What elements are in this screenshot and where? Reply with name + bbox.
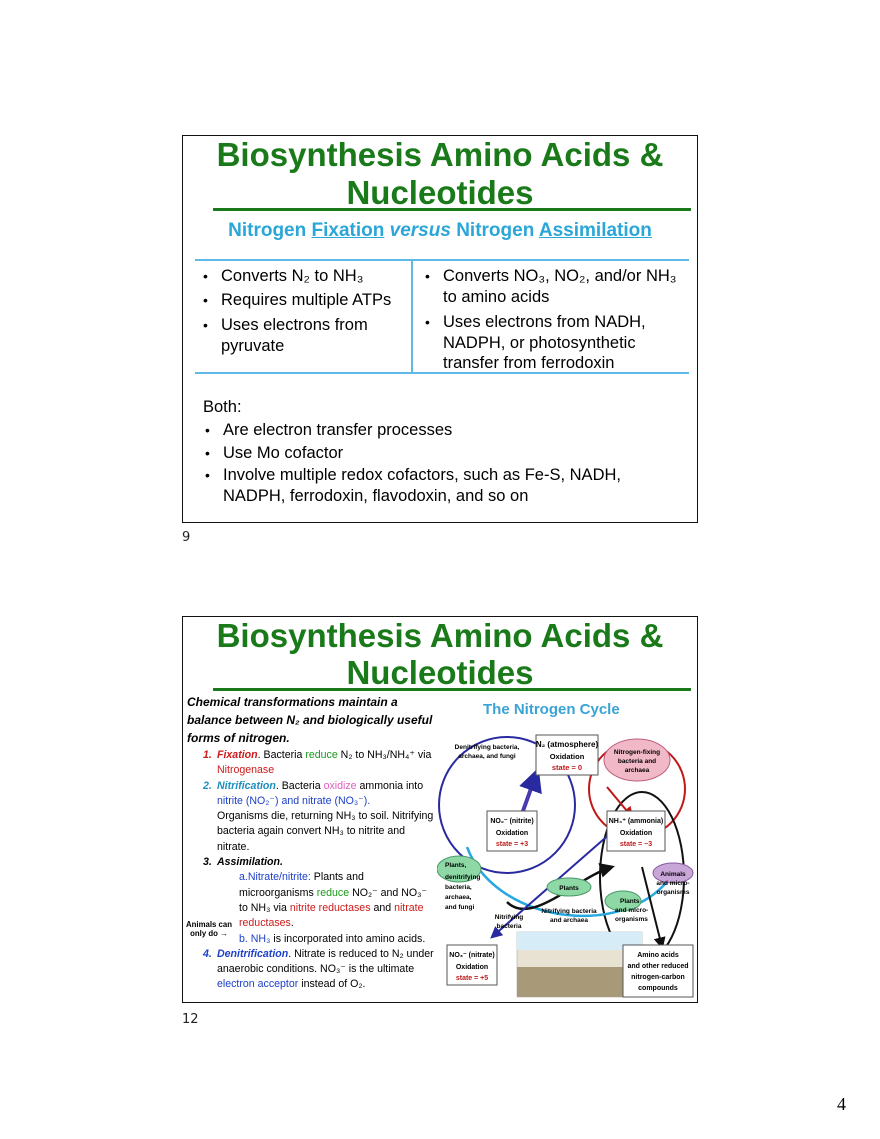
keyword-reduce: reduce bbox=[316, 886, 350, 899]
organism-label: Animals bbox=[660, 871, 686, 878]
step-text: . bbox=[290, 917, 294, 930]
organism-label: Denitrifying bacteria, bbox=[454, 744, 520, 751]
nitrogen-cycle-title: The Nitrogen Cycle bbox=[483, 701, 620, 718]
organism-label: and micro- bbox=[656, 880, 690, 887]
keyword-reduce: reduce bbox=[305, 749, 338, 761]
step-text: Plants and microorganisms bbox=[239, 871, 364, 899]
substep-label: b. NH₃ bbox=[239, 932, 271, 945]
ammonia-label: NH₄⁺ (ammonia) bbox=[608, 818, 664, 825]
list-item: • Use Mo cofactor bbox=[203, 443, 673, 464]
product-names: nitrite (NO₂⁻) and nitrate (NO₃⁻). bbox=[217, 794, 371, 807]
title-underline bbox=[213, 208, 691, 211]
step-text: . Bacteria bbox=[257, 749, 306, 761]
amino-label: compounds bbox=[638, 985, 678, 992]
oxidation-state: state = −3 bbox=[619, 841, 653, 848]
list-item: • Are electron transfer processes bbox=[203, 420, 673, 441]
keyword-electron-acceptor: electron acceptor bbox=[217, 978, 299, 991]
step-fixation bbox=[187, 748, 437, 779]
organism-label: Nitrifying bacteria bbox=[541, 908, 597, 915]
fixation-list bbox=[201, 266, 401, 356]
organism-label: Nitrifying bbox=[494, 914, 524, 921]
keyword-oxidize: oxidize bbox=[323, 779, 357, 792]
step-number: 3. bbox=[203, 856, 212, 869]
list-item: • Involve multiple redox cofactors, such as Fe-S, NADH, NADPH, ferrodoxin, flavodoxin, and so on bbox=[203, 465, 673, 506]
both-list bbox=[203, 420, 673, 506]
step-number: 4. bbox=[203, 947, 212, 960]
step-name: Nitrification bbox=[217, 779, 276, 792]
oxidation-state: state = 0 bbox=[551, 763, 583, 772]
oxidation-label: Oxidation bbox=[619, 830, 653, 837]
organism-label: organisms bbox=[656, 889, 690, 896]
assimilation-list bbox=[423, 266, 683, 374]
step-text: N₂ to NH₃/NH₄⁺ via bbox=[337, 749, 432, 761]
organism-label: bacteria bbox=[496, 923, 522, 930]
amino-label: and other reduced bbox=[627, 963, 689, 970]
oxidation-label: Oxidation bbox=[455, 964, 489, 971]
list-item: • Converts N₂ to NH₃ bbox=[201, 266, 401, 287]
oxidation-state: state = +5 bbox=[455, 975, 489, 982]
list-item: • Uses electrons from NADH, NADPH, or photosynthetic transfer from ferrodoxin bbox=[423, 312, 683, 374]
substep-label: a.Nitrate/nitrite: bbox=[239, 871, 311, 884]
organism-label: archaea, bbox=[445, 894, 472, 901]
slide-9 bbox=[182, 135, 698, 523]
slide-subtitle: Nitrogen Fixation versus Nitrogen Assimilation bbox=[228, 220, 652, 241]
step-assimilation bbox=[187, 855, 437, 870]
step-text: . Nitrate is reduced to N₂ under anaerobic conditions. NO₃⁻ is the ultimate bbox=[217, 947, 434, 976]
slide-page-number: 12 bbox=[182, 1012, 199, 1027]
organism-label: and micro- bbox=[615, 907, 649, 914]
step-name: Fixation bbox=[217, 749, 258, 761]
nitrogen-cycle-diagram bbox=[437, 727, 697, 1002]
organism-label: bacteria, bbox=[445, 884, 472, 891]
step-text: is incorporated into amino acids. bbox=[270, 932, 426, 945]
step-text: and bbox=[370, 901, 395, 914]
enzyme-name: nitrate reductases bbox=[239, 901, 424, 930]
organism-label: Plants, bbox=[445, 862, 467, 869]
organism-label: bacteria and bbox=[617, 758, 657, 765]
enzyme-name: nitrite reductases bbox=[289, 901, 371, 914]
list-item: • Uses electrons from pyruvate bbox=[201, 315, 401, 356]
table-top-rule bbox=[195, 259, 689, 261]
oxidation-state: state = +3 bbox=[495, 841, 529, 848]
step-text: instead of O₂. bbox=[298, 978, 366, 991]
oxidation-label: Oxidation bbox=[549, 752, 585, 761]
enzyme-name: Nitrogenase bbox=[217, 764, 275, 777]
nitrate-label: NO₃⁻ (nitrate) bbox=[449, 952, 495, 959]
step-text: ammonia into bbox=[356, 779, 424, 792]
step-text: Organisms die, returning NH₃ to soil. Nitrifying bacteria again convert NH₃ to nitrite and nitrate. bbox=[217, 810, 434, 853]
oxidation-label: Oxidation bbox=[495, 830, 529, 837]
step-number: 2. bbox=[203, 779, 212, 792]
step-text: NO₂⁻ and NO₃⁻ to NH₃ via bbox=[239, 886, 428, 914]
organism-label: organisms bbox=[615, 916, 648, 923]
organism-label: and archaea bbox=[550, 917, 588, 924]
list-item: • Requires multiple ATPs bbox=[201, 290, 401, 311]
organism-label: archaea bbox=[624, 767, 650, 774]
organism-label: and fungi bbox=[445, 904, 475, 911]
step-denitrification bbox=[187, 947, 437, 993]
organism-label: denitrifying bbox=[445, 874, 481, 881]
slide-page-number: 9 bbox=[182, 530, 191, 545]
title-underline bbox=[213, 688, 691, 691]
table-column-divider bbox=[411, 260, 413, 372]
sheet-page-number: 4 bbox=[837, 1094, 846, 1114]
slide-title-line1: Biosynthesis Amino Acids & bbox=[216, 617, 664, 654]
list-item: • Converts NO₃, NO₂, and/or NH₃ to amino acids bbox=[423, 266, 683, 307]
step-text: . Bacteria bbox=[275, 779, 324, 792]
organism-label: Plants bbox=[559, 885, 579, 892]
animals-note: Animals can only do → bbox=[186, 920, 232, 938]
step-name: Denitrification bbox=[217, 947, 289, 960]
organism-label: Nitrogen-fixing bbox=[613, 749, 661, 756]
amino-label: nitrogen-carbon bbox=[631, 974, 685, 981]
amino-label: Amino acids bbox=[637, 952, 679, 959]
slide-title-line2: Nucleotides bbox=[346, 174, 534, 211]
nitrite-label: NO₂⁻ (nitrite) bbox=[490, 818, 534, 825]
slide-title-line1: Biosynthesis Amino Acids & bbox=[216, 136, 664, 173]
step-number: 1. bbox=[203, 749, 212, 761]
slide-12 bbox=[182, 616, 698, 1003]
notes-intro: Chemical transformations maintain a balance between N₂ and biologically useful forms of nitrogen. bbox=[187, 695, 433, 745]
step-name: Assimilation. bbox=[217, 856, 283, 869]
nitrogen-notes bbox=[187, 693, 437, 993]
organism-label: Plants bbox=[620, 898, 640, 905]
slide-title-line2: Nucleotides bbox=[346, 654, 534, 691]
n2-label: N₂ (atmosphere) bbox=[535, 740, 599, 749]
step-nitrification bbox=[187, 779, 437, 855]
organism-label: archaea, and fungi bbox=[458, 753, 516, 760]
both-label: Both: bbox=[203, 398, 242, 416]
